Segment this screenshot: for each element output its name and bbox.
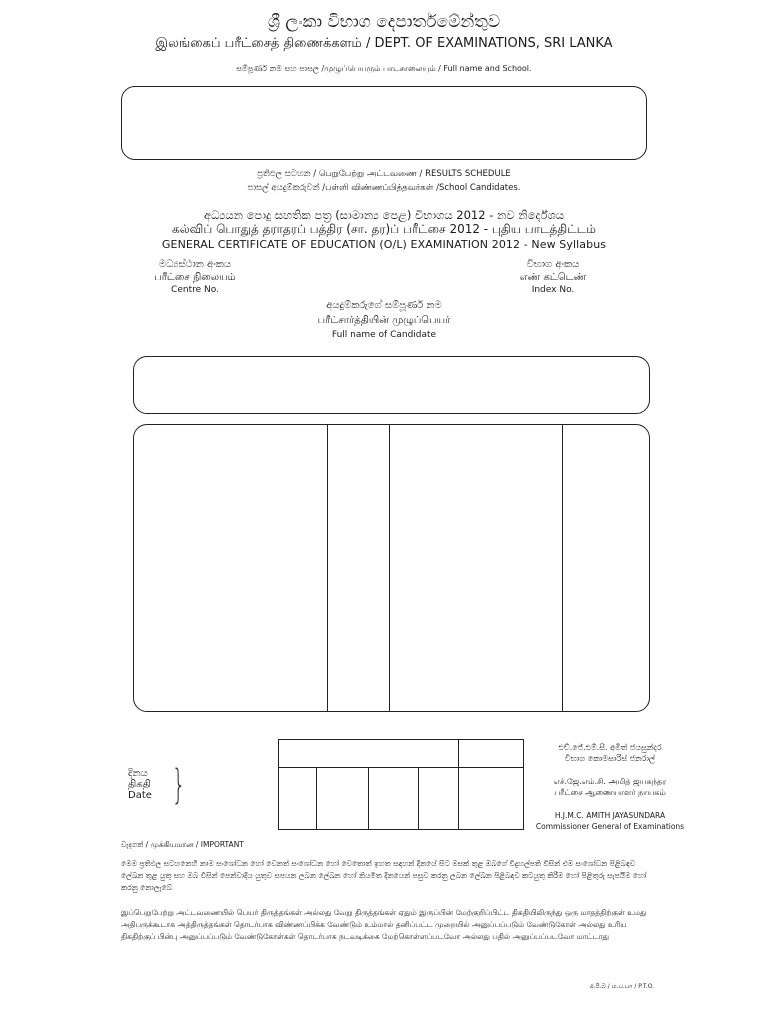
candidate-name-label xyxy=(0,298,768,343)
signatory-title-en: Commissioner General of Examinations xyxy=(535,822,685,831)
fullname-school-label: සම්පූර්ණ නම සහ පාසල /முழுப்பெயரும் பாடசாலையும் / Full name and School. xyxy=(236,64,532,73)
date-box xyxy=(278,739,524,830)
date-label-ta: திகதி xyxy=(128,779,151,790)
centre-no-en: Centre No. xyxy=(171,285,219,295)
exam-title-sinhala: අධ්‍යයන පොදු සහතික පත්‍ර (සාමාන්‍ය පෙළ) විභාගය 2012 - නව නිර්දේශය xyxy=(204,208,564,222)
results-schedule-label: ප්‍රතිඵල සටහන / பெறுபேற்று அட்டவணை / RESULTS SCHEDULE xyxy=(257,169,511,179)
centre-no-label xyxy=(140,258,250,297)
date-box-divider xyxy=(458,740,459,767)
date-box-divider xyxy=(458,767,459,829)
candidate-name-ta: பரீட்சார்த்தியின் முழுப்பெயர் xyxy=(317,315,451,326)
date-label xyxy=(128,768,152,801)
dept-title-tamil-english: இலங்கைப் பரீட்சைத் திணைக்களம் / DEPT. OF EXAMINATIONS, SRI LANKA xyxy=(155,36,613,51)
index-no-label xyxy=(498,258,608,297)
signatory-name-ta: எச்.ஜே.எம்.சி. அமித் ஜயசுந்தர xyxy=(553,777,667,786)
signatory-name-en: H.J.M.C. AMITH JAYASUNDARA xyxy=(554,811,666,820)
centre-no-ta: பரீட்சை நிலையம் xyxy=(154,272,236,283)
pto-label: අ.පි.බ / ம.ப.பா / P.T.O. xyxy=(590,983,655,990)
centre-no-si: මධ්‍යස්ථාන අංකය xyxy=(158,259,232,270)
date-label-en: Date xyxy=(128,790,152,801)
brace-icon: } xyxy=(171,762,186,808)
important-label: වැදගත් / முக்கியமான / IMPORTANT xyxy=(121,840,244,849)
table-column-divider xyxy=(389,425,390,711)
signatory-title-ta: பரீட்சை ஆணையாளர் நாயகம் xyxy=(554,788,666,797)
school-candidates-label: පාසල් අයදුම්කරුවන් /பள்ளி விண்ணப்பித்தவர்கள் /School Candidates. xyxy=(247,183,521,193)
important-note-tamil: இப்பெறுபேற்று அட்டவணையில் பெயர் திருத்தங்கள் அல்லது வேறு திருத்தங்கள் ஏதும் இருப்பின் மேற்குறிப்பிட்ட திகதியிலிருந்து ஒரு மாதத்திற்குள் உமது அதிபருக்கூடாக அத்திருத்தங்கள் தொடர்பாக விண்ணப்பிக்க வேண்டும் உம்மால் தனிப்பட்ட முறையில் அனுப்பப்படும் வேண்டுகோள் அல்லது உரிய திகதிற்குப் பின்பு அனுப்பப்படும் வேண்டுகோள்கள் தொடர்பாக நடவடிக்கை மேற்கொள்ளப்படவோ அல்லது பதில் அனுப்பப்படவோ மாட்டாது xyxy=(121,908,647,941)
index-no-en: Index No. xyxy=(531,285,575,295)
signature-block xyxy=(530,742,690,832)
exam-title-english: GENERAL CERTIFICATE OF EDUCATION (O/L) EXAMINATION 2012 - New Syllabus xyxy=(161,238,607,251)
important-note-sinhala: මෙම ප්‍රතිඵල සටහනෙහි නාම සංශෝධන හෝ වෙනත් සංශෝධන හෝ වෙතොත් ඉහත සඳහන් දිනයේ සිට මසක් තුළ ඔබගේ විදුහල්පති විසින් එම සංශෝධන පිළිබඳව ලේඛන තුළ යුතු සහ ඔබ විසින් පෙන්වාදිය යුතුව සපයන ලබන ලේඛන හෝ නියමිත දිනයෙන් පසුව කරනු ලබන ලේඛන පිළිබඳව කටයුතු කිරීම හෝ පිළිතුරු සැපයීම හෝ කරනු නොලැබේ xyxy=(121,859,647,892)
signatory-title-si: විභාග කොමසාරිස් ජනරාල් xyxy=(564,754,656,763)
date-box-divider xyxy=(368,767,369,829)
index-no-si: විභාග අංකය xyxy=(526,259,580,270)
exam-title-tamil: கல்விப் பொதுத் தராதரப் பத்திர (சா. தர)ப் பரீட்சை 2012 - புதிய பாடத்திட்டம் xyxy=(172,222,596,236)
school-name-box xyxy=(121,86,647,160)
index-no-ta: எண் கட்டெண் xyxy=(519,272,587,283)
table-column-divider xyxy=(562,425,563,711)
date-box-divider xyxy=(418,767,419,829)
table-column-divider xyxy=(327,425,328,711)
date-label-si: දිනය xyxy=(128,768,148,779)
candidate-name-en: Full name of Candidate xyxy=(331,330,437,340)
date-box-divider xyxy=(316,767,317,829)
results-table xyxy=(133,424,650,712)
signatory-name-si: එච්.ජේ.එම්.සී. අමිත් ජයසුන්දර xyxy=(558,743,662,752)
candidate-name-si: අයදුම්කරුගේ සම්පූර්ණ නම xyxy=(326,300,442,311)
dept-title-sinhala: ශ්‍රී ලංකා විභාග දෙපාර්තමේන්තුව xyxy=(267,12,501,32)
candidate-name-box xyxy=(133,356,650,414)
